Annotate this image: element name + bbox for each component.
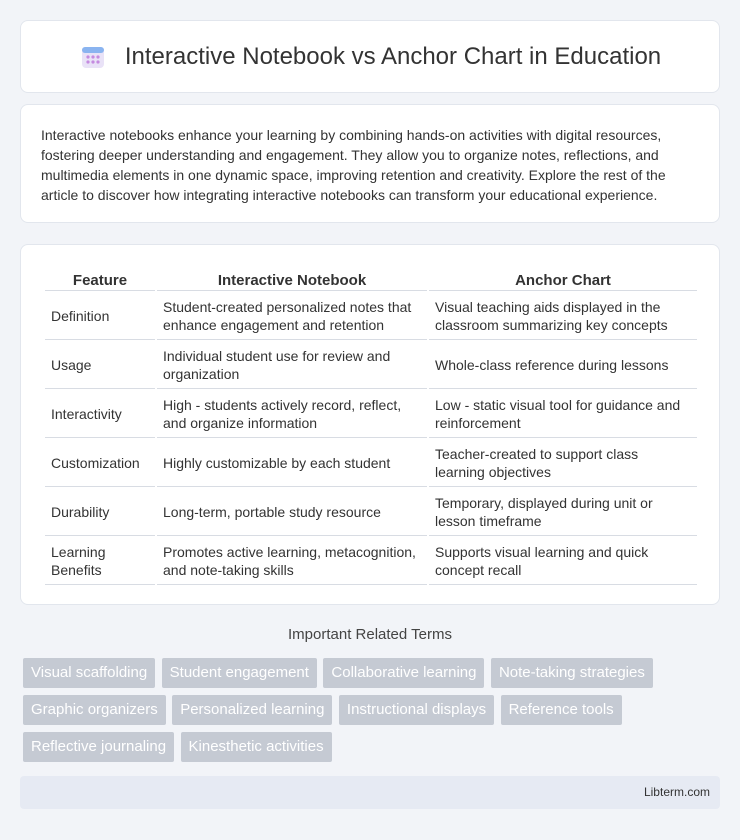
- table-cell: Student-created personalized notes that enhance engagement and retention: [157, 293, 427, 340]
- related-term-chip[interactable]: Instructional displays: [339, 695, 494, 725]
- table-cell: Visual teaching aids displayed in the classroom summarizing key concepts: [429, 293, 697, 340]
- related-term-chip[interactable]: Graphic organizers: [23, 695, 166, 725]
- table-row: [45, 293, 697, 340]
- table-cell: Definition: [45, 293, 155, 340]
- column-header: Feature: [45, 267, 155, 291]
- table-cell: High - students actively record, reflect, and organize information: [157, 391, 427, 438]
- calendar-grid-icon: [79, 43, 107, 71]
- comparison-table: [43, 265, 699, 587]
- table-cell: Whole-class reference during lessons: [429, 342, 697, 389]
- related-term-chip[interactable]: Reference tools: [501, 695, 622, 725]
- table-cell: Highly customizable by each student: [157, 440, 427, 487]
- column-header: Interactive Notebook: [157, 267, 427, 291]
- related-term-chip[interactable]: Personalized learning: [172, 695, 332, 725]
- table-cell: Low - static visual tool for guidance and reinforcement: [429, 391, 697, 438]
- table-cell: Long-term, portable study resource: [157, 489, 427, 536]
- table-header-row: [45, 267, 697, 291]
- table-cell: Interactivity: [45, 391, 155, 438]
- table-cell: Temporary, displayed during unit or lesson timeframe: [429, 489, 697, 536]
- table-cell: Teacher-created to support class learning objectives: [429, 440, 697, 487]
- page-title: Interactive Notebook vs Anchor Chart in Education: [124, 42, 662, 70]
- intro-text: Interactive notebooks enhance your learning by combining hands-on activities with digital resources, fostering deeper understanding and engagement. They allow you to organize notes, reflections, and multimedia elements in one dynamic space, improving retention and creativity. Explore the rest of the article to discover how integrating interactive notebooks can transform your educational experience.: [41, 127, 666, 203]
- intro-card: [20, 104, 720, 223]
- table-row: [45, 342, 697, 389]
- related-term-chip[interactable]: Note-taking strategies: [491, 658, 653, 688]
- footer: [20, 776, 720, 809]
- related-term-chip[interactable]: Student engagement: [162, 658, 317, 688]
- table-row: [45, 538, 697, 585]
- related-term-chip[interactable]: Collaborative learning: [323, 658, 484, 688]
- table-cell: Supports visual learning and quick concept recall: [429, 538, 697, 585]
- related-term-chip[interactable]: Kinesthetic activities: [181, 732, 332, 762]
- related-terms-title: Important Related Terms: [288, 626, 452, 643]
- header-card: [20, 20, 720, 93]
- column-header: Anchor Chart: [429, 267, 697, 291]
- table-cell: Usage: [45, 342, 155, 389]
- table-row: [45, 440, 697, 487]
- related-term-chip[interactable]: Visual scaffolding: [23, 658, 155, 688]
- table-row: [45, 391, 697, 438]
- table-cell: Learning Benefits: [45, 538, 155, 585]
- related-terms-list: [23, 658, 723, 769]
- table-cell: Individual student use for review and organization: [157, 342, 427, 389]
- comparison-table-card: [20, 244, 720, 605]
- footer-site-link[interactable]: Libterm.com: [643, 785, 710, 799]
- table-cell: Promotes active learning, metacognition, and note-taking skills: [157, 538, 427, 585]
- table-cell: Durability: [45, 489, 155, 536]
- table-row: [45, 489, 697, 536]
- table-cell: Customization: [45, 440, 155, 487]
- related-term-chip[interactable]: Reflective journaling: [23, 732, 174, 762]
